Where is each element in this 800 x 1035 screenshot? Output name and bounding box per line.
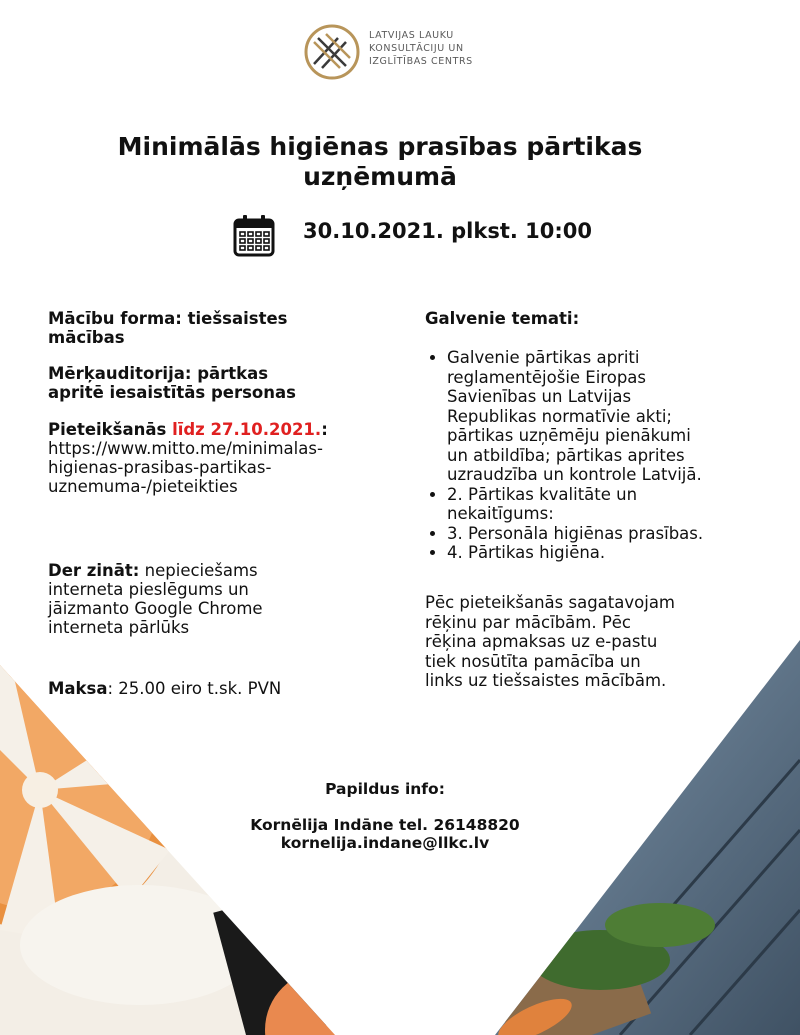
- note-label: Der zināt:: [48, 561, 140, 580]
- contact-email[interactable]: kornelija.indane@llkc.lv: [280, 834, 490, 852]
- registration-url-line-1: https://www.mitto.me/minimalas-: [48, 439, 323, 458]
- contact-info: [200, 780, 570, 852]
- llkc-logo: [302, 22, 502, 84]
- payment-note-line-5: links uz tiešsaistes mācībām.: [425, 671, 667, 690]
- registration-url-line-2: higienas-prasibas-partikas-: [48, 458, 272, 477]
- training-form-line-2: mācības: [48, 328, 125, 347]
- topic-2-line-1: • 2. Pārtikas kvalitāte un: [447, 484, 638, 504]
- title-line-1: Minimālās higiēnas prasības pārtikas: [117, 132, 643, 161]
- topic-item: [447, 348, 787, 485]
- contact-person: Kornēlija Indāne tel. 26148820: [250, 816, 520, 834]
- price-label: Maksa: [48, 679, 108, 698]
- training-form: [48, 309, 288, 347]
- audience-line-2: apritē iesaistītās personas: [48, 383, 296, 402]
- topic-1-line-3: Savienības un Latvijas: [447, 387, 632, 406]
- topic-1-line-6: un atbildība; pārtikas aprites: [447, 445, 685, 465]
- payment-note-line-1: Pēc pieteikšanās sagatavojam: [425, 593, 676, 612]
- title-line-2: uzņēmumā: [303, 162, 457, 191]
- topic-item: [447, 524, 787, 544]
- registration-url-line-3: uznemuma-/pieteikties: [48, 477, 238, 496]
- note-line-2: jāizmanto Google Chrome: [48, 599, 263, 618]
- topic-item: [447, 485, 787, 524]
- registration-url[interactable]: [48, 439, 328, 496]
- payment-note-line-2: rēķinu par mācībām. Pēc: [425, 612, 632, 632]
- logo-text: [369, 29, 509, 68]
- logo-line-1: LATVIJAS LAUKU: [369, 30, 454, 41]
- page-title: [60, 132, 700, 192]
- audience-line-1: Mērķauditorija: pārtkas: [48, 364, 269, 383]
- topic-1-line-7: uzraudzība un kontrole Latvijā.: [447, 465, 702, 484]
- event-date: 30.10.2021. plkst. 10:00: [303, 219, 593, 243]
- price-value: : 25.00 eiro t.sk. PVN: [107, 679, 282, 698]
- llkc-emblem-icon: [302, 22, 362, 82]
- payment-note-line-4: tiek nosūtīta pamācība un: [425, 651, 641, 671]
- logo-line-2: KONSULTĀCIJU UN: [369, 43, 464, 54]
- payment-note: [425, 593, 675, 691]
- registration-colon: :: [321, 420, 328, 439]
- topic-1-line-2: reglamentējošie Eiropas: [447, 367, 647, 387]
- registration-deadline: līdz 27.10.2021.: [172, 420, 322, 439]
- training-form-line-1: Mācību forma: tiešsaistes: [48, 309, 288, 328]
- topic-4-line-1: • 4. Pārtikas higiēna.: [447, 543, 606, 562]
- registration-label: Pieteikšanās: [48, 420, 173, 439]
- logo-line-3: IZGLĪTĪBAS CENTRS: [369, 56, 473, 67]
- note-line-1: interneta pieslēgums un: [48, 580, 249, 599]
- good-to-know: [48, 561, 263, 637]
- payment-note-line-3: rēķina apmaksas uz e-pastu: [425, 632, 658, 651]
- right-column: [425, 309, 775, 690]
- price: [48, 679, 281, 698]
- topic-3-line-1: • 3. Personāla higiēnas prasības.: [447, 523, 704, 543]
- topics-heading: Galvenie temati:: [425, 309, 580, 328]
- calendar-icon: [232, 214, 276, 258]
- topic-2-line-2: nekaitīgums:: [447, 504, 554, 523]
- topic-1-line-4: Republikas normatīvie akti;: [447, 406, 672, 426]
- registration: [48, 420, 328, 496]
- contact-heading: Papildus info:: [325, 780, 445, 798]
- topic-1-line-1: • Galvenie pārtikas apriti: [447, 348, 640, 367]
- note-line-3: interneta pārlūks: [48, 618, 190, 637]
- note-first: nepieciešams: [139, 561, 258, 580]
- topic-item: [447, 543, 787, 563]
- target-audience: [48, 364, 296, 402]
- topic-1-line-5: pārtikas uzņēmēju pienākumi: [447, 426, 691, 445]
- topics-list: [425, 348, 787, 563]
